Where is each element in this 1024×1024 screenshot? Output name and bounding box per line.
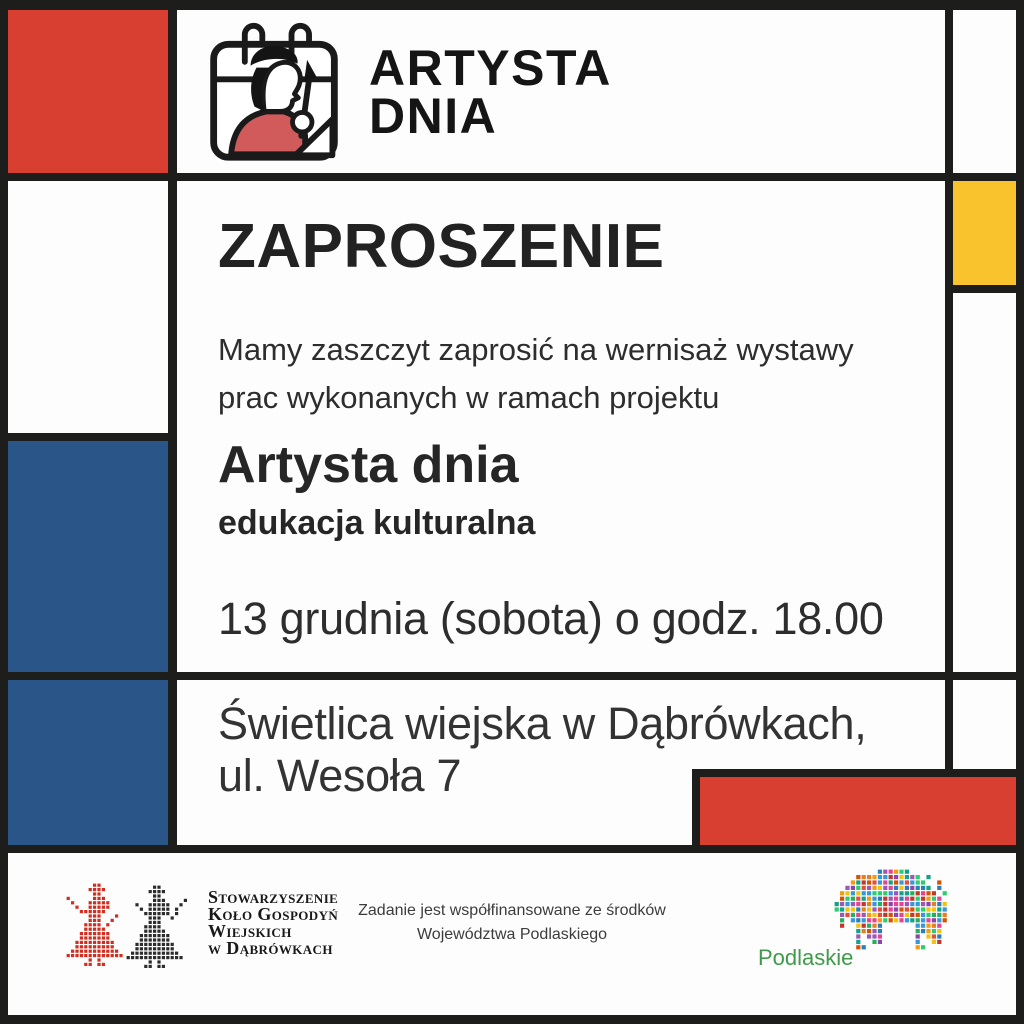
invitation-heading: ZAPROSZENIE <box>218 212 665 281</box>
artist-calendar-icon <box>205 19 343 165</box>
app-title <box>369 39 612 144</box>
mondrian-red-block-bottom-right <box>692 769 1016 845</box>
project-subtitle: edukacja kulturalna <box>218 503 536 542</box>
footer <box>8 853 1016 1015</box>
invitation-intro <box>218 326 915 422</box>
funding-line-1: Zadanie jest współfinansowane ze środków <box>358 902 666 919</box>
invitation-body <box>177 181 945 672</box>
title-line-2: DNIA <box>369 87 498 144</box>
mondrian-red-block-top-left <box>8 10 168 173</box>
intro-line-1: Mamy zaszczyt zaprosić na wernisaż wystawy <box>218 332 854 368</box>
mosaic-bison-icon <box>834 869 964 955</box>
mondrian-blue-block-left-upper <box>8 441 168 672</box>
header <box>177 10 945 173</box>
mondrian-white-block-left <box>8 181 168 433</box>
podlaskie-logo <box>758 869 968 997</box>
association-name: Stowarzyszenie Koło Gospodyń Wiejskich w Dąbrówkach <box>208 887 339 958</box>
mondrian-white-block-top-right <box>953 10 1016 173</box>
event-date: 13 grudnia (sobota) o godz. 18.00 <box>218 592 884 644</box>
region-label: Podlaskie <box>758 945 854 970</box>
venue-line-2: ul. Wesoła 7 <box>218 750 462 801</box>
intro-line-2: prac wykonanych w ramach projektu <box>218 380 720 416</box>
mondrian-blue-block-left-lower <box>8 680 168 845</box>
mondrian-yellow-block-right <box>953 181 1016 285</box>
project-title: Artysta dnia <box>218 436 519 495</box>
venue-line-1: Świetlica wiejska w Dąbrówkach, <box>218 698 867 749</box>
mondrian-white-block-right-lower <box>953 680 1016 769</box>
funding-line-2: Województwa Podlaskiego <box>416 926 608 943</box>
title-line-1: ARTYSTA <box>369 39 612 96</box>
mondrian-white-block-right-middle <box>953 293 1016 672</box>
